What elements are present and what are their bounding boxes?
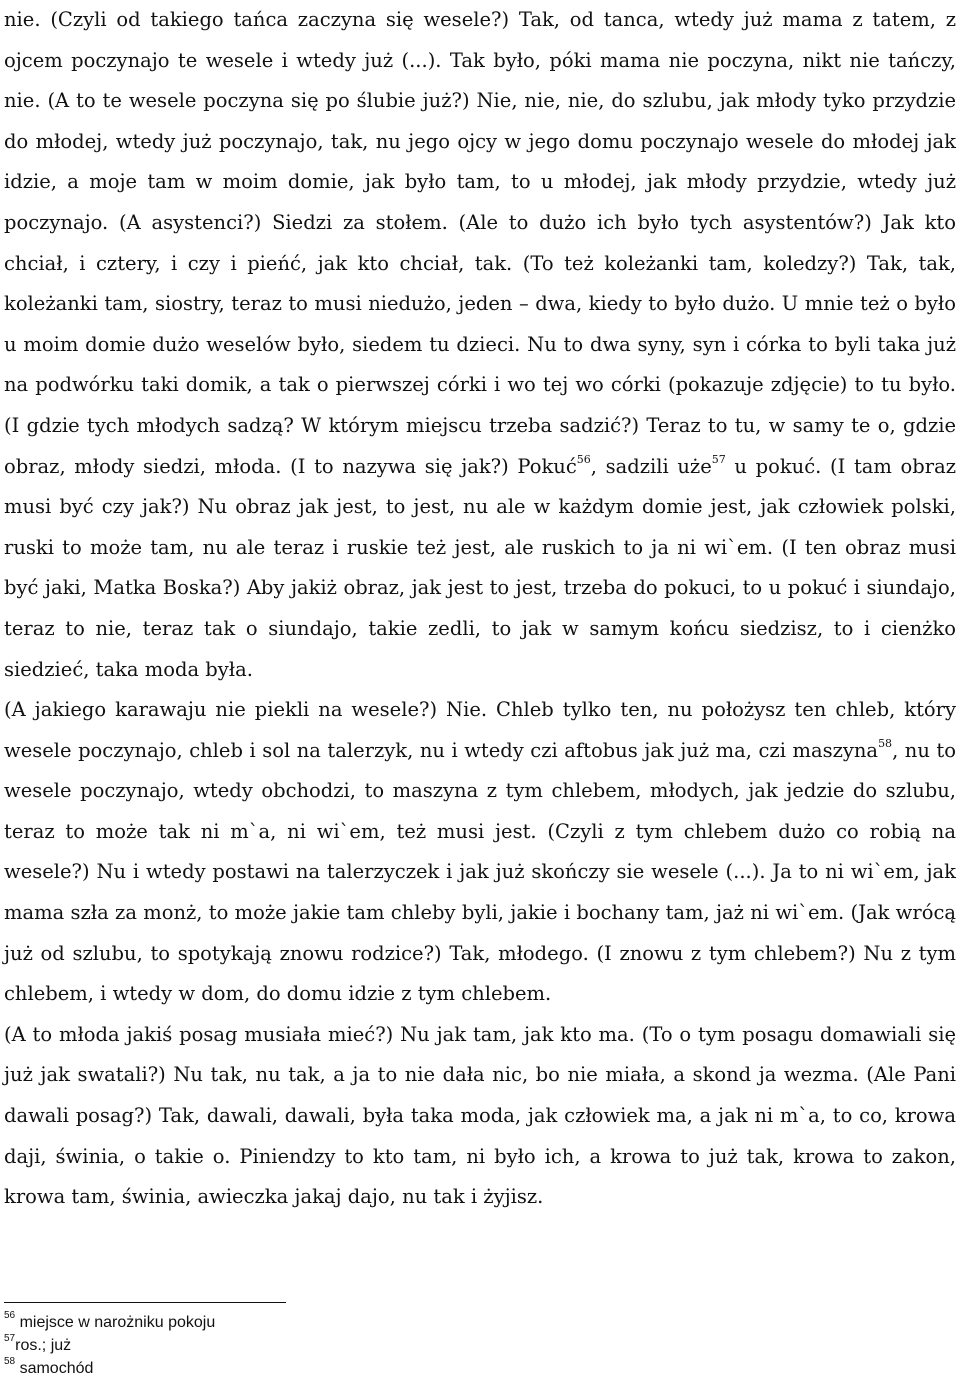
footnote-number: 57 <box>4 1332 16 1344</box>
footnotes <box>4 1311 215 1380</box>
footnote-text: samochód <box>19 1360 94 1377</box>
paragraph-1 <box>4 0 956 690</box>
paragraph-text: , sadzili uże <box>590 454 712 478</box>
footnote-56 <box>4 1311 215 1334</box>
footnote-text: ros.; już <box>15 1337 72 1354</box>
footnote-ref-58: 58 <box>878 737 893 751</box>
paragraph-text: nie. (Czyli od takiego tańca zaczyna się wesele?) Tak, od tanca, wtedy już mama z tatem, z ojcem poczynajo te wesele i wtedy już (...). Tak było, póki mama nie poczyna, nikt nie tańczy, nie. (A to te wesele poczyna się po ślubie już?) Nie, nie, nie, do szlubu, jak młody tyko przydzie do młodej, wtedy już poczynajo, tak, nu jego ojcy w jego domu poczynajo wesele do młodej jak idzie, a moje tam w moim domie, jak było tam, to u młodej, jak młody przydzie, wtedy już poczynajo. (A asystenci?) Siedzi za stołem. (Ale to dużo ich było tych asystentów?) Jak kto chciał, i cztery, i czy i pieńć, jak kto chciał, tak. (To też koleżanki tam, koledzy?) Tak, tak, koleżanki tam, siostry, teraz to musi niedużo, jeden – dwa, kiedy to było dużo. U mnie też o było u moim domie dużo weselów było, siedem tu dzieci. Nu to dwa syny, syn i córka to byli taka już na podwórku taki domik, a tak o pierwszej córki i wo tej wo córki (pokazuje zdjęcie) to tu było. (I gdzie tych młodych sadzą? W którym miejscu trzeba sadzić?) Teraz to tu, w samy te o, gdzie obraz, młody siedzi, młoda. (I to nazywa się jak?) Pokuć <box>4 8 956 478</box>
footnote-number: 56 <box>4 1309 16 1321</box>
paragraph-text: u pokuć. (I tam obraz musi być czy jak?) Nu obraz jak jest, to jest, nu ale w każdym domie jest, jak człowiek polski, ruski to może tam, nu ale teraz i ruskie też jest, ale ruskich to ja ni wi`em. (I ten obraz musi być jaki, Matka Boska?) Aby jakiż obraz, jak jest to jest, trzeba do pokuci, to u pokuć i siundajo, teraz to nie, teraz tak o siundajo, takie zedli, to jak w samym końcu siedzisz, to i cienżko siedzieć, taka moda była. <box>4 454 956 681</box>
document-page <box>4 0 956 1218</box>
paragraph-2 <box>4 690 956 1015</box>
document-body <box>4 0 956 1218</box>
footnote-57 <box>4 1334 215 1357</box>
paragraph-text: (A to młoda jakiś posag musiała mieć?) Nu jak tam, jak kto ma. (To o tym posagu domawiali się już jak swatali?) Nu tak, nu tak, a ja to nie dała nic, bo nie miała, a skond ja wezma. (Ale Pani dawali posag?) Tak, dawali, dawali, była taka moda, jak człowiek ma, a jak ni m`a, to co, krowa daji, świnia, o takie o. Piniendzy to kto tam, ni było ich, a krowa to już tak, krowa to zakon, krowa tam, świnia, awieczka jakaj dajo, nu tak i żyjisz. <box>4 1022 956 1209</box>
footnote-separator <box>4 1302 286 1303</box>
footnote-text: miejsce w narożniku pokoju <box>19 1314 216 1331</box>
paragraph-text: (A jakiego karawaju nie piekli na wesele?) Nie. Chleb tylko ten, nu położysz ten chleb, który wesele poczynajo, chleb i sol na talerzyk, nu i wtedy czi aftobus jak już ma, czi maszyna <box>4 698 956 762</box>
footnote-number: 58 <box>4 1355 16 1367</box>
paragraph-3 <box>4 1015 956 1218</box>
footnote-58 <box>4 1357 215 1380</box>
footnote-ref-57: 57 <box>711 453 726 467</box>
paragraph-text: , nu to wesele poczynajo, wtedy obchodzi, to maszyna z tym chlebem, młodych, jak jedzie do szlubu, teraz to może tak ni m`a, ni wi`em, też musi jest. (Czyli z tym chlebem dużo co robią na wesele?) Nu i wtedy postawi na talerzyczek i jak już skończy sie wesele (...). Ja to ni wi`em, jak mama szła za monż, to może jakie tam chleby byli, jakie i bochany tam, jaż ni wi`em. (Jak wrócą już od szlubu, to spotykają znowu rodzice?) Tak, młodego. (I znowu z tym chlebem?) Nu z tym chlebem, i wtedy w dom, do domu idzie z tym chlebem. <box>4 738 956 1006</box>
footnote-ref-56: 56 <box>576 453 591 467</box>
